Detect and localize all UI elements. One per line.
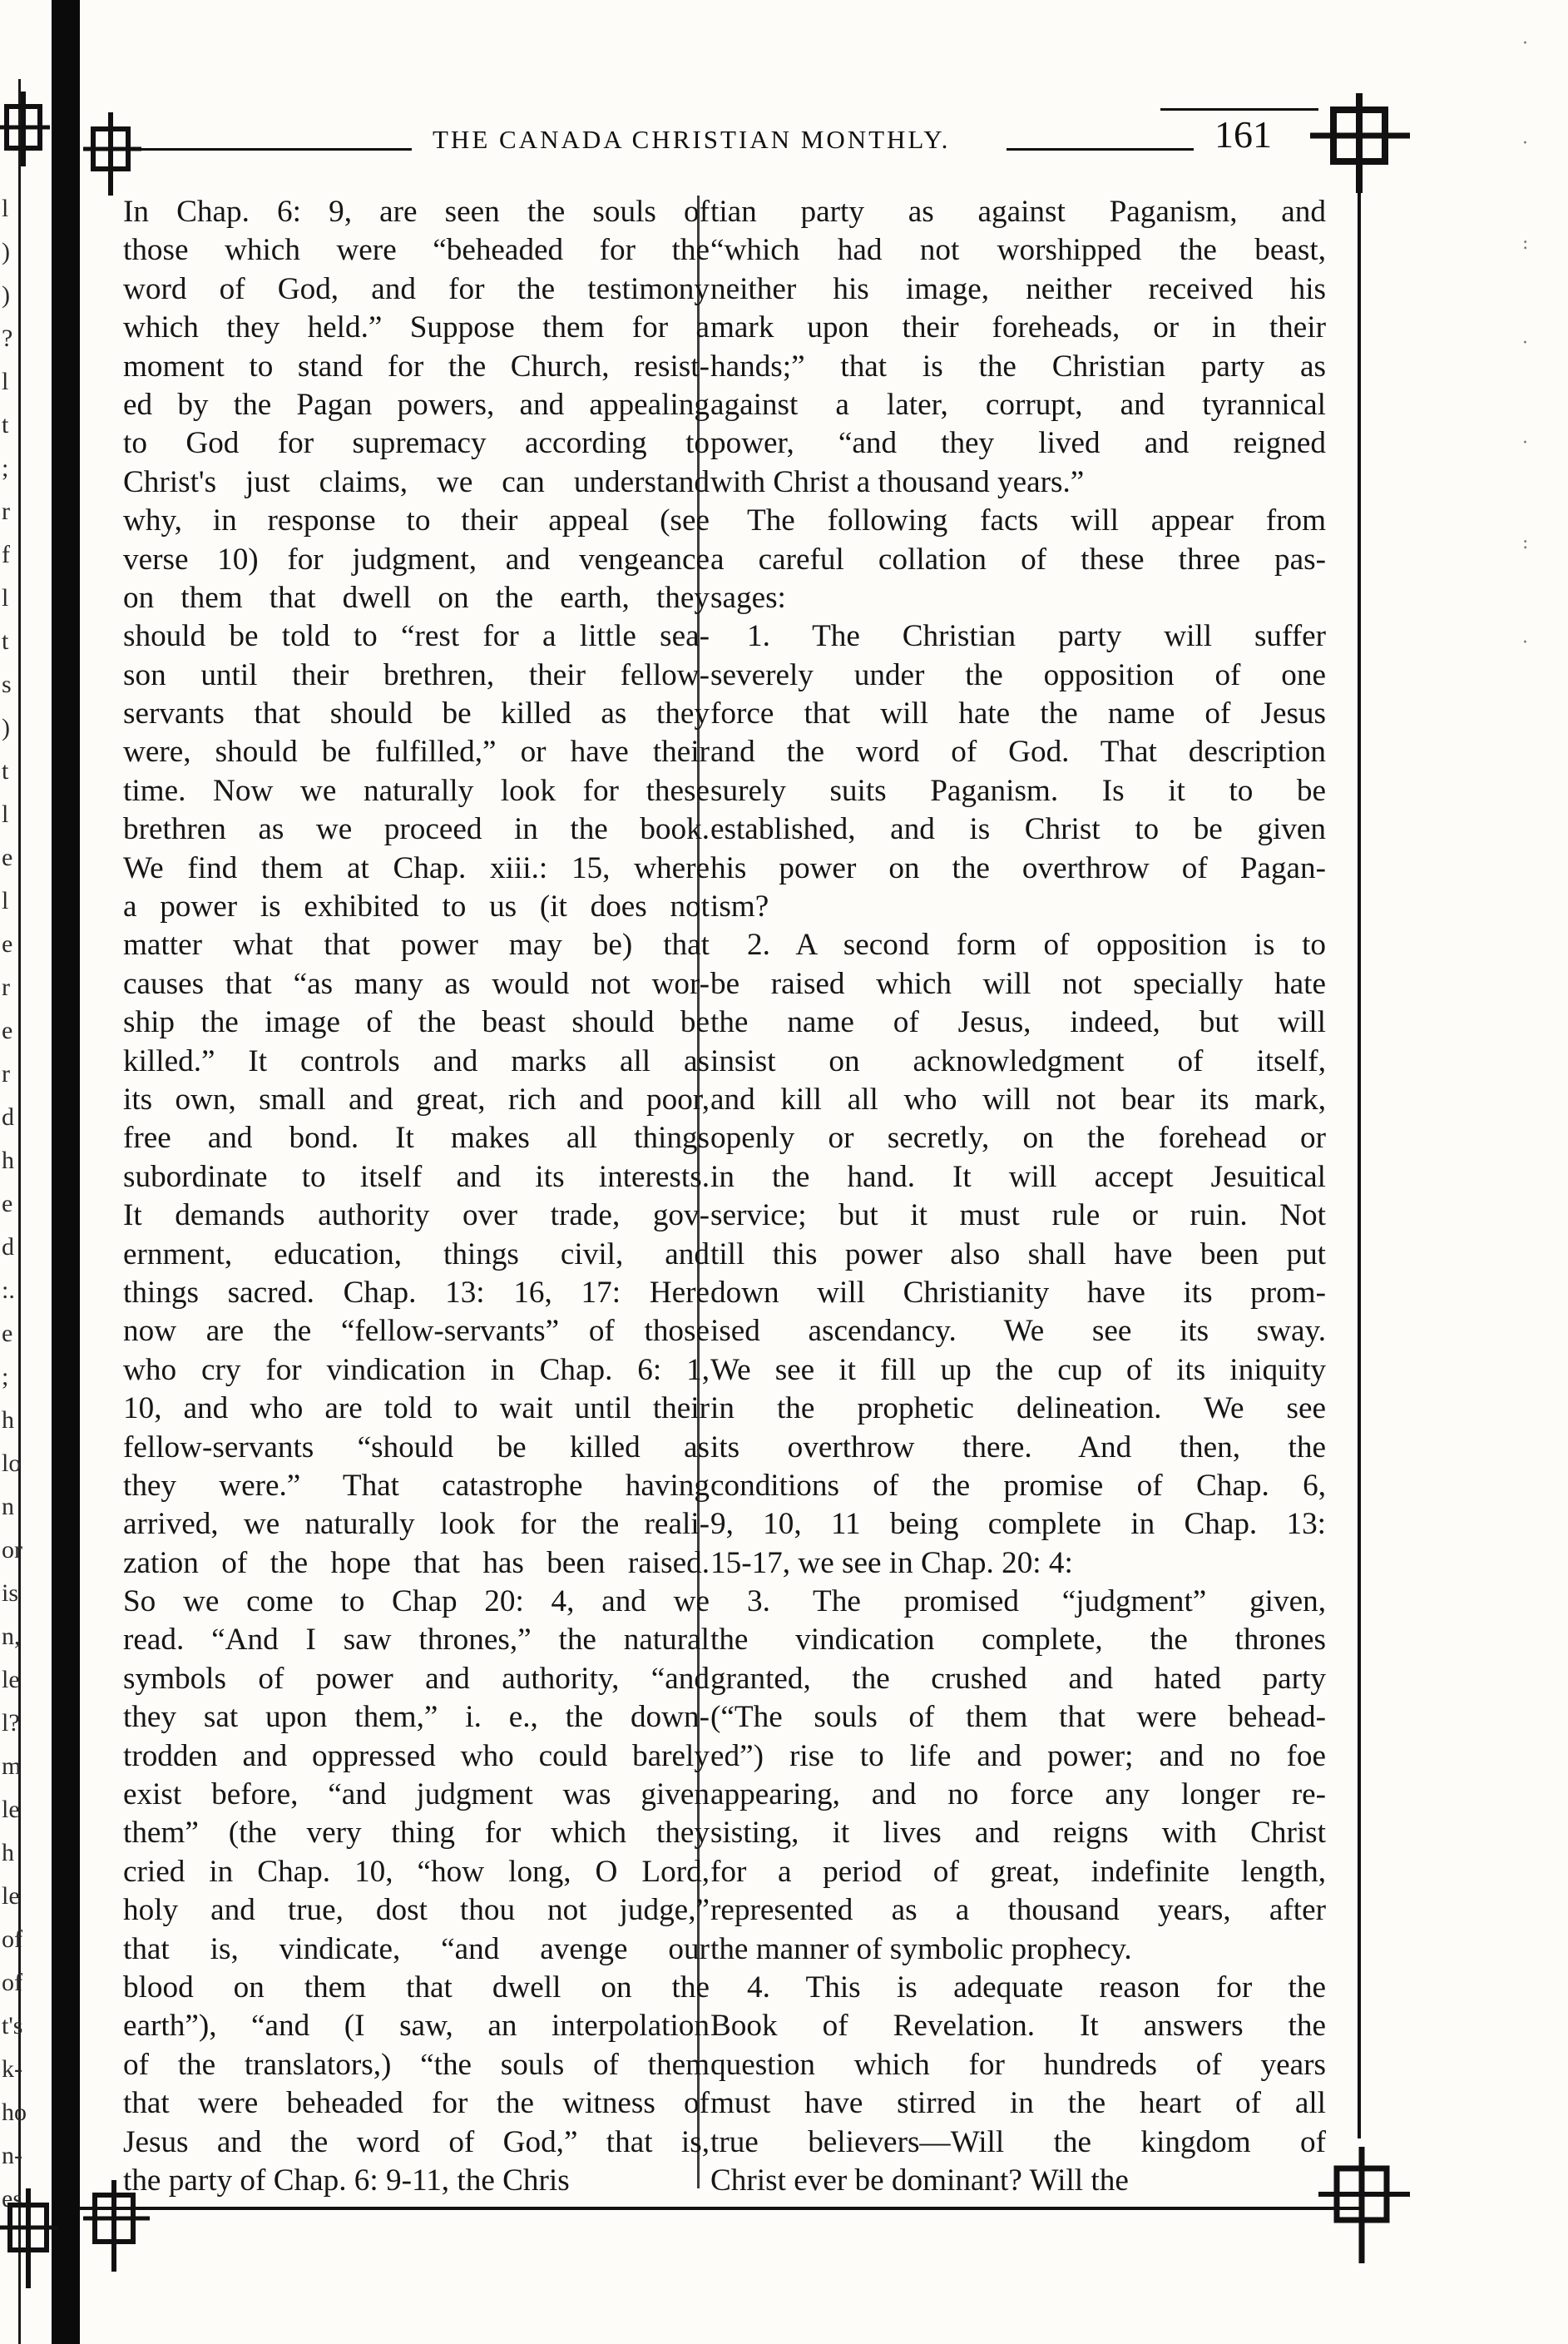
margin-fragment: d xyxy=(2,1233,14,1261)
margin-fragment: n xyxy=(2,1493,14,1520)
margin-fragment: le xyxy=(2,1796,20,1823)
text-line: sisting, it lives and reigns with Christ xyxy=(710,1816,1326,1851)
text-line: power, “and they lived and reigned xyxy=(710,426,1326,461)
footer-right-ornament xyxy=(1318,2147,1410,2263)
text-line: holy and true, dost thou not judge,” xyxy=(123,1893,710,1928)
text-line: the name of Jesus, indeed, but will xyxy=(710,1005,1326,1040)
text-line: mark upon their foreheads, or in their xyxy=(710,310,1326,345)
text-line: represented as a thousand years, after xyxy=(710,1893,1326,1928)
margin-fragment: m xyxy=(2,1752,22,1780)
text-line: ship the image of the beast should be xyxy=(123,1005,710,1040)
margin-fragment: ) xyxy=(2,238,10,265)
text-line: them” (the very thing for which they xyxy=(123,1816,710,1851)
margin-fragment: h xyxy=(2,1147,14,1174)
margin-fragment: l xyxy=(2,368,9,395)
text-line: insist on acknowledgment of itself, xyxy=(710,1043,1326,1078)
margin-fragment: h xyxy=(2,1839,14,1866)
text-line: the manner of symbolic prophecy. xyxy=(710,1931,1132,1966)
text-line: down will Christianity have its prom- xyxy=(710,1275,1326,1310)
text-line: those which were “beheaded for the xyxy=(123,233,710,268)
margin-fragment: le xyxy=(2,1666,20,1693)
margin-fragment: of xyxy=(2,1969,22,1996)
text-line: conditions of the promise of Chap. 6, xyxy=(710,1468,1326,1503)
text-line: hands;” that is the Christian party as xyxy=(710,349,1326,384)
text-line: things sacred. Chap. 13: 16, 17: Here xyxy=(123,1275,710,1310)
text-line: We see it fill up the cup of its iniquity xyxy=(710,1352,1326,1387)
text-line: Christ's just claims, we can understand xyxy=(123,464,710,499)
text-line: word of God, and for the testimony xyxy=(123,271,710,306)
margin-fragment: f xyxy=(2,541,10,568)
margin-fragment: t xyxy=(2,627,9,655)
margin-fragment: e xyxy=(2,1190,13,1217)
margin-fragment: ) xyxy=(2,281,10,309)
margin-fragment: ) xyxy=(2,714,10,741)
margin-fragment: r xyxy=(2,498,10,525)
text-line: neither his image, neither received his xyxy=(710,271,1326,306)
text-line: servants that should be killed as they xyxy=(123,696,710,731)
text-line: true believers—Will the kingdom of xyxy=(710,2124,1326,2159)
text-line: verse 10) for judgment, and vengeance xyxy=(123,542,710,577)
text-line: the party of Chap. 6: 9-11, the Chris xyxy=(123,2163,570,2198)
text-line: 4. This is adequate reason for the xyxy=(747,1970,1326,2005)
text-line: till this power also shall have been put xyxy=(710,1236,1326,1271)
margin-fragment: e xyxy=(2,1320,13,1347)
text-line: ernment, education, things civil, and xyxy=(123,1236,710,1271)
text-line: 10, and who are told to wait until their xyxy=(123,1391,710,1426)
margin-fragment: t's xyxy=(2,2012,23,2039)
left-column xyxy=(123,193,710,2200)
margin-fragment: d xyxy=(2,1103,14,1131)
header-right-ornament xyxy=(1310,93,1410,193)
text-line: trodden and oppressed who could barely xyxy=(123,1738,710,1773)
margin-fragment: of xyxy=(2,1925,22,1953)
text-line: in the prophetic delineation. We see xyxy=(710,1391,1326,1426)
text-line: why, in response to their appeal (see xyxy=(123,503,710,538)
text-line: ised ascendancy. We see its sway. xyxy=(710,1314,1326,1349)
text-line: in the hand. It will accept Jesuitical xyxy=(710,1159,1326,1194)
right-border-rule xyxy=(1358,191,1361,2138)
text-line: be raised which will not specially hate xyxy=(710,966,1326,1001)
margin-fragment: is xyxy=(2,1579,19,1607)
text-line: its own, small and great, rich and poor, xyxy=(123,1082,710,1117)
text-line: The following facts will appear from xyxy=(747,503,1326,538)
text-line: established, and is Christ to be given xyxy=(710,812,1326,847)
margin-fragment: t xyxy=(2,757,9,785)
margin-fragment: e xyxy=(2,930,13,958)
text-line: arrived, we naturally look for the reali- xyxy=(123,1507,710,1542)
text-line: Christ ever be dominant? Will the xyxy=(710,2163,1129,2198)
text-line: (“The souls of them that were behead- xyxy=(710,1700,1326,1735)
margin-fragment: le xyxy=(2,1882,20,1910)
right-column xyxy=(710,193,1326,2200)
margin-fragment: ; xyxy=(2,1363,9,1390)
text-line: causes that “as many as would not wor- xyxy=(123,966,710,1001)
top-left-ornament xyxy=(0,92,50,166)
margin-fragment: r xyxy=(2,1060,10,1088)
text-line: sages: xyxy=(710,580,786,615)
margin-fragment: ? xyxy=(2,325,13,352)
margin-fragment: s xyxy=(2,671,12,698)
text-line: now are the “fellow-servants” of those xyxy=(123,1314,710,1349)
text-line: which they held.” Suppose them for a xyxy=(123,310,710,345)
text-line: his power on the overthrow of Pagan- xyxy=(710,850,1326,885)
margin-fragment: or xyxy=(2,1536,22,1563)
bottom-left-ornament xyxy=(0,2188,58,2288)
text-line: subordinate to itself and its interests. xyxy=(123,1159,710,1194)
text-line: blood on them that dwell on the xyxy=(123,1970,710,2005)
margin-fragment: lo xyxy=(2,1450,22,1477)
margin-fragment: n, xyxy=(2,1623,21,1650)
text-line: they were.” That catastrophe having xyxy=(123,1468,710,1503)
text-line: So we come to Chap 20: 4, and we xyxy=(123,1584,710,1619)
text-line: severely under the opposition of one xyxy=(710,657,1326,692)
text-line: moment to stand for the Church, resist- xyxy=(123,349,710,384)
text-line: cried in Chap. 10, “how long, O Lord, xyxy=(123,1854,710,1889)
text-line: ed”) rise to life and power; and no foe xyxy=(710,1738,1326,1773)
text-line: free and bond. It makes all things xyxy=(123,1121,710,1156)
text-line: symbols of power and authority, “and xyxy=(123,1661,710,1696)
margin-fragment: e xyxy=(2,1017,13,1044)
text-line: Book of Revelation. It answers the xyxy=(710,2009,1326,2044)
text-line: ed by the Pagan powers, and appealing xyxy=(123,387,710,422)
text-line: son until their brethren, their fellow- xyxy=(123,657,710,692)
margin-fragment: k- xyxy=(2,2055,22,2083)
text-line: earth”), “and (I saw, an interpolation xyxy=(123,2009,710,2044)
text-line: granted, the crushed and hated party xyxy=(710,1661,1326,1696)
text-line: read. “And I saw thrones,” the natural xyxy=(123,1623,710,1658)
text-line: against a later, corrupt, and tyrannical xyxy=(710,387,1326,422)
text-line: must have stirred in the heart of all xyxy=(710,2086,1326,2121)
text-line: who cry for vindication in Chap. 6: 1, xyxy=(123,1352,710,1387)
text-line: tian party as against Paganism, and xyxy=(710,195,1326,229)
binding-spine xyxy=(52,0,80,2344)
header-rule-top-right xyxy=(1160,108,1318,111)
text-line: service; but it must rule or ruin. Not xyxy=(710,1198,1326,1233)
text-line: appearing, and no force any longer re- xyxy=(710,1777,1326,1812)
text-line: In Chap. 6: 9, are seen the souls of xyxy=(123,195,710,229)
text-line: with Christ a thousand years.” xyxy=(710,464,1085,499)
text-line: a power is exhibited to us (it does not xyxy=(123,890,710,924)
text-line: It demands authority over trade, gov- xyxy=(123,1198,710,1233)
left-margin-fragments xyxy=(2,187,35,2221)
text-line: that were beheaded for the witness of xyxy=(123,2086,710,2121)
text-line: should be told to “rest for a little sea- xyxy=(123,619,710,654)
margin-fragment: ; xyxy=(2,454,9,482)
text-line: a careful collation of these three pas- xyxy=(710,542,1326,577)
text-line: “which had not worshipped the beast, xyxy=(710,233,1326,268)
margin-fragment: r xyxy=(2,974,10,1001)
text-line: Jesus and the word of God,” that is, xyxy=(123,2124,710,2159)
text-line: and the word of God. That description xyxy=(710,735,1326,770)
text-line: 2. A second form of opposition is to xyxy=(747,928,1326,963)
text-line: were, should be fulfilled,” or have their xyxy=(123,735,710,770)
text-line: We find them at Chap. xiii.: 15, where xyxy=(123,850,710,885)
text-line: 15-17, we see in Chap. 20: 4: xyxy=(710,1545,1073,1580)
text-line: 9, 10, 11 being complete in Chap. 13: xyxy=(710,1507,1326,1542)
text-line: openly or secretly, on the forehead or xyxy=(710,1121,1326,1156)
text-line: and kill all who will not bear its mark, xyxy=(710,1082,1326,1117)
text-line: matter what that power may be) that xyxy=(123,928,710,963)
text-line: that is, vindicate, “and avenge our xyxy=(123,1931,710,1966)
margin-fragment: l xyxy=(2,800,9,828)
text-line: surely suits Paganism. Is it to be xyxy=(710,773,1326,808)
margin-fragment: l xyxy=(2,584,9,612)
text-line: of the translators,) “the souls of them xyxy=(123,2047,710,2082)
margin-fragment: l xyxy=(2,195,9,222)
margin-fragment: t xyxy=(2,411,9,439)
running-head: THE CANADA CHRISTIAN MONTHLY. xyxy=(433,125,951,154)
margin-fragment: es. xyxy=(2,2185,29,2213)
margin-fragment: :. xyxy=(2,1276,15,1304)
header-left-ornament xyxy=(83,112,141,196)
margin-fragment: h xyxy=(2,1406,14,1434)
text-line: force that will hate the name of Jesus xyxy=(710,696,1326,731)
text-line: the vindication complete, the thrones xyxy=(710,1623,1326,1658)
text-line: zation of the hope that has been raised. xyxy=(123,1545,710,1580)
margin-fragment: e xyxy=(2,844,13,871)
text-line: they sat upon them,” i. e., the down- xyxy=(123,1700,710,1735)
margin-fragment: n- xyxy=(2,2142,22,2169)
margin-fragment: l xyxy=(2,887,9,914)
scan-specks: · · : · · : · xyxy=(1522,33,1529,653)
margin-fragment: l? xyxy=(2,1709,20,1737)
page-number: 161 xyxy=(1214,113,1272,156)
text-line: brethren as we proceed in the book. xyxy=(123,812,710,847)
text-line: for a period of great, indefinite length, xyxy=(710,1854,1326,1889)
text-line: question which for hundreds of years xyxy=(710,2047,1326,2082)
text-line: 3. The promised “judgment” given, xyxy=(747,1584,1326,1619)
header-rule-right xyxy=(1007,148,1194,151)
text-line: killed.” It controls and marks all as xyxy=(123,1043,710,1078)
text-line: 1. The Christian party will suffer xyxy=(747,619,1326,654)
text-line: its overthrow there. And then, the xyxy=(710,1430,1326,1464)
text-line: on them that dwell on the earth, they xyxy=(123,580,710,615)
text-line: fellow-servants “should be killed as xyxy=(123,1430,710,1464)
text-line: exist before, “and judgment was given xyxy=(123,1777,710,1812)
margin-fragment: ho xyxy=(2,2099,27,2126)
text-line: ism? xyxy=(710,890,769,924)
bottom-rule xyxy=(79,2207,1364,2210)
text-line: time. Now we naturally look for these xyxy=(123,773,710,808)
header-rule-left xyxy=(137,148,412,151)
text-line: to God for supremacy according to xyxy=(123,426,710,461)
